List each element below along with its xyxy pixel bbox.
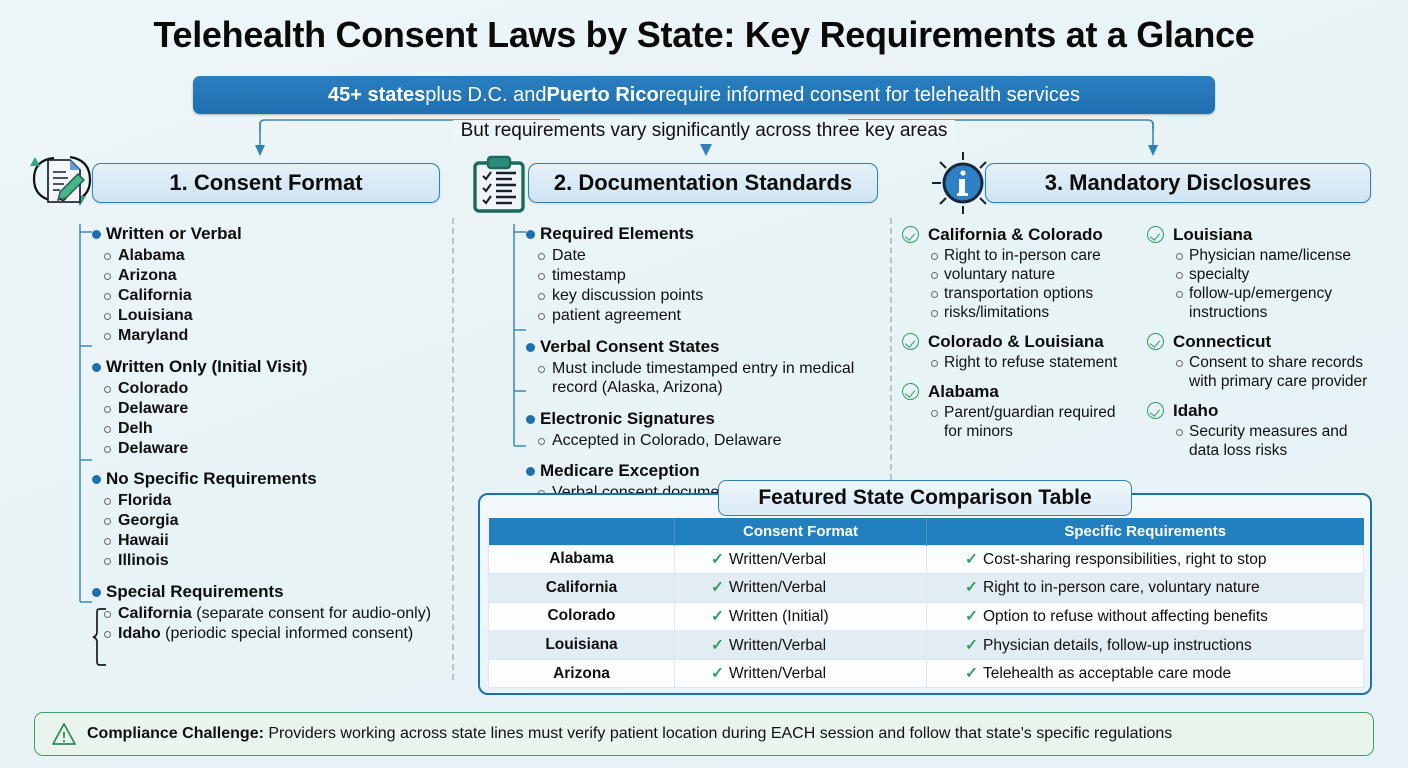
cell-requirements bbox=[927, 602, 1364, 631]
cell-consent-format bbox=[675, 631, 927, 660]
table-row bbox=[489, 602, 1364, 631]
group-items bbox=[1145, 422, 1380, 460]
check-circle-icon bbox=[1147, 226, 1164, 243]
cell-requirements bbox=[927, 574, 1364, 603]
compliance-label: Compliance Challenge: bbox=[87, 725, 264, 742]
group-label: Special Requirements bbox=[106, 581, 284, 601]
list-item: Parent/guardian required for minors bbox=[944, 403, 1135, 441]
cell-consent-format bbox=[675, 574, 927, 603]
cell-requirements-text: Option to refuse without affecting benefits bbox=[983, 607, 1268, 625]
check-icon: ✓ bbox=[965, 607, 978, 625]
list-item: Must include timestamped entry in medical record (Alaska, Arizona) bbox=[552, 359, 888, 398]
cell-state: Louisiana bbox=[489, 631, 675, 660]
compliance-text bbox=[87, 725, 1172, 743]
group-no-specific-requirements bbox=[62, 469, 454, 571]
table-header-row bbox=[489, 518, 1364, 545]
check-icon: ✓ bbox=[711, 636, 724, 654]
group-connecticut bbox=[1145, 331, 1380, 391]
group-special-requirements bbox=[62, 582, 454, 644]
group-items bbox=[62, 379, 454, 459]
cell-consent-format bbox=[675, 545, 927, 574]
group-items bbox=[496, 359, 888, 398]
group-louisiana bbox=[1145, 224, 1380, 322]
list-item: Alabama bbox=[118, 246, 454, 266]
group-items bbox=[62, 491, 454, 571]
compliance-body: Providers working across state lines must verify patient location during EACH session and follow that state's specific regulations bbox=[263, 725, 1173, 742]
group-label: Connecticut bbox=[1173, 332, 1272, 351]
list-item bbox=[118, 604, 454, 624]
check-circle-icon bbox=[902, 333, 919, 350]
cell-consent-format-text: Written/Verbal bbox=[729, 579, 827, 597]
cell-requirements bbox=[927, 545, 1364, 574]
list-item: Florida bbox=[118, 491, 454, 511]
list-item: specialty bbox=[1189, 265, 1380, 284]
group-items bbox=[900, 353, 1135, 372]
group-label: Idaho bbox=[1173, 401, 1219, 420]
check-icon: ✓ bbox=[965, 636, 978, 654]
cell-state: California bbox=[489, 574, 675, 603]
list-item-note: (separate consent for audio-only) bbox=[191, 604, 432, 622]
list-item: Louisiana bbox=[118, 306, 454, 326]
section-header-mandatory-disclosures[interactable] bbox=[985, 163, 1371, 203]
hero-post-text: require informed consent for telehealth services bbox=[658, 83, 1081, 106]
section-header-consent-format[interactable] bbox=[92, 163, 440, 203]
hero-mid-text: plus D.C. and bbox=[425, 83, 547, 106]
list-item: Security measures and data loss risks bbox=[1189, 422, 1380, 460]
column-consent-format bbox=[62, 224, 454, 654]
section-header-label: 3. Mandatory Disclosures bbox=[1044, 170, 1312, 195]
bullet-dot-icon bbox=[92, 588, 101, 597]
group-california-colorado bbox=[900, 224, 1135, 322]
column-header-consent-format: Consent Format bbox=[675, 518, 927, 545]
list-item: Hawaii bbox=[118, 531, 454, 551]
list-item: Maryland bbox=[118, 326, 454, 346]
check-icon: ✓ bbox=[965, 550, 978, 568]
list-item: Arizona bbox=[118, 266, 454, 286]
column-header-state bbox=[489, 518, 675, 545]
check-icon: ✓ bbox=[711, 607, 724, 625]
cell-state: Colorado bbox=[489, 602, 675, 631]
group-written-or-verbal bbox=[62, 224, 454, 346]
group-verbal-consent-states bbox=[496, 337, 888, 398]
cell-consent-format-text: Written (Initial) bbox=[729, 607, 829, 625]
comparison-table-card bbox=[478, 493, 1372, 695]
table-row bbox=[489, 545, 1364, 574]
group-items bbox=[496, 246, 888, 326]
bullet-dot-icon bbox=[92, 363, 101, 372]
check-icon: ✓ bbox=[711, 665, 724, 683]
hero-stat-pr: Puerto Rico bbox=[546, 83, 659, 106]
table-row bbox=[489, 574, 1364, 603]
cell-consent-format-text: Written/Verbal bbox=[729, 665, 827, 683]
list-item: Physician name/license bbox=[1189, 246, 1380, 265]
list-item: Right to in-person care bbox=[944, 246, 1135, 265]
group-written-only bbox=[62, 357, 454, 459]
list-item-state: Idaho bbox=[118, 624, 161, 642]
group-items bbox=[496, 431, 888, 451]
bullet-dot-icon bbox=[92, 475, 101, 484]
bullet-dot-icon bbox=[526, 467, 535, 476]
cell-requirements-text: Right to in-person care, voluntary nature bbox=[983, 579, 1260, 597]
cell-requirements-text: Telehealth as acceptable care mode bbox=[983, 665, 1232, 683]
list-item-state: California bbox=[118, 604, 192, 622]
check-icon: ✓ bbox=[965, 579, 978, 597]
list-item: Delaware bbox=[118, 399, 454, 419]
group-label: Written or Verbal bbox=[106, 224, 242, 243]
check-icon: ✓ bbox=[711, 550, 724, 568]
cell-state: Arizona bbox=[489, 659, 675, 688]
cell-consent-format bbox=[675, 659, 927, 688]
list-item: California bbox=[118, 286, 454, 306]
list-item: Delh bbox=[118, 419, 454, 439]
cell-state: Alabama bbox=[489, 545, 675, 574]
list-item: Illinois bbox=[118, 551, 454, 571]
group-label: Written Only (Initial Visit) bbox=[106, 356, 308, 376]
check-circle-icon bbox=[1147, 333, 1164, 350]
list-item: voluntary nature bbox=[944, 265, 1135, 284]
list-item: key discussion points bbox=[552, 286, 888, 306]
check-circle-icon bbox=[902, 383, 919, 400]
comparison-table-title: Featured State Comparison Table bbox=[718, 480, 1132, 516]
column-documentation-standards bbox=[496, 224, 888, 514]
list-item: Accepted in Colorado, Delaware bbox=[552, 431, 888, 451]
cell-consent-format-text: Written/Verbal bbox=[729, 550, 827, 568]
check-icon: ✓ bbox=[965, 665, 978, 683]
cell-consent-format bbox=[675, 602, 927, 631]
disclosures-right-column bbox=[1145, 224, 1380, 469]
check-circle-icon bbox=[902, 226, 919, 243]
list-item: Date bbox=[552, 246, 888, 266]
bullet-dot-icon bbox=[526, 343, 535, 352]
column-mandatory-disclosures bbox=[900, 224, 1390, 469]
section-header-documentation-standards[interactable] bbox=[528, 163, 878, 203]
list-item: timestamp bbox=[552, 266, 888, 286]
special-requirements-brace-icon bbox=[92, 608, 110, 666]
group-label: Verbal Consent States bbox=[540, 336, 720, 356]
cell-consent-format-text: Written/Verbal bbox=[729, 636, 827, 654]
group-idaho bbox=[1145, 400, 1380, 460]
list-item: Colorado bbox=[118, 379, 454, 399]
list-item: Delaware bbox=[118, 439, 454, 459]
cell-requirements bbox=[927, 631, 1364, 660]
group-items bbox=[900, 403, 1135, 441]
group-items bbox=[62, 604, 454, 644]
list-item: Right to refuse statement bbox=[944, 353, 1135, 372]
compliance-banner bbox=[34, 712, 1374, 756]
cell-requirements-text: Cost-sharing responsibilities, right to stop bbox=[983, 550, 1267, 568]
bullet-dot-icon bbox=[526, 230, 535, 239]
group-items bbox=[1145, 246, 1380, 322]
check-icon: ✓ bbox=[711, 579, 724, 597]
group-label: Louisiana bbox=[1173, 225, 1253, 244]
group-label: Colorado & Louisiana bbox=[928, 332, 1104, 351]
bullet-dot-icon bbox=[92, 230, 101, 239]
section-header-label: 2. Documentation Standards bbox=[553, 170, 853, 195]
hero-stat-states: 45+ states bbox=[327, 83, 426, 106]
warning-triangle-icon bbox=[51, 722, 77, 746]
state-comparison-table bbox=[488, 518, 1364, 688]
disclosures-left-column bbox=[900, 224, 1135, 469]
group-required-elements bbox=[496, 224, 888, 326]
group-items bbox=[900, 246, 1135, 322]
list-item: Consent to share records with primary care provider bbox=[1189, 353, 1380, 391]
group-alabama bbox=[900, 381, 1135, 441]
bullet-dot-icon bbox=[526, 415, 535, 424]
column-divider-2 bbox=[890, 218, 892, 480]
list-item-note: (periodic special informed consent) bbox=[160, 624, 414, 642]
table-row bbox=[489, 631, 1364, 660]
column-header-specific-requirements: Specific Requirements bbox=[927, 518, 1364, 545]
check-circle-icon bbox=[1147, 402, 1164, 419]
hero-banner bbox=[193, 76, 1215, 114]
section-header-label: 1. Consent Format bbox=[169, 170, 363, 195]
list-item: risks/limitations bbox=[944, 303, 1135, 322]
cell-requirements bbox=[927, 659, 1364, 688]
list-item: Georgia bbox=[118, 511, 454, 531]
list-item bbox=[118, 624, 454, 644]
group-label: No Specific Requirements bbox=[106, 469, 317, 488]
page-title: Telehealth Consent Laws by State: Key Requirements at a Glance bbox=[153, 14, 1255, 55]
group-label: Alabama bbox=[928, 382, 999, 401]
table-row bbox=[489, 659, 1364, 688]
group-label: California & Colorado bbox=[928, 225, 1103, 244]
list-item: transportation options bbox=[944, 284, 1135, 303]
group-colorado-louisiana bbox=[900, 331, 1135, 372]
group-items bbox=[1145, 353, 1380, 391]
subline-text: But requirements vary significantly across three key areas bbox=[453, 120, 956, 141]
group-label: Required Elements bbox=[540, 224, 694, 243]
list-item: patient agreement bbox=[552, 306, 888, 326]
group-electronic-signatures bbox=[496, 409, 888, 451]
group-label: Electronic Signatures bbox=[540, 408, 715, 428]
cell-requirements-text: Physician details, follow-up instructions bbox=[983, 636, 1252, 654]
list-item: follow-up/emergency instructions bbox=[1189, 284, 1380, 322]
group-label: Medicare Exception bbox=[540, 461, 700, 480]
group-items bbox=[62, 246, 454, 346]
